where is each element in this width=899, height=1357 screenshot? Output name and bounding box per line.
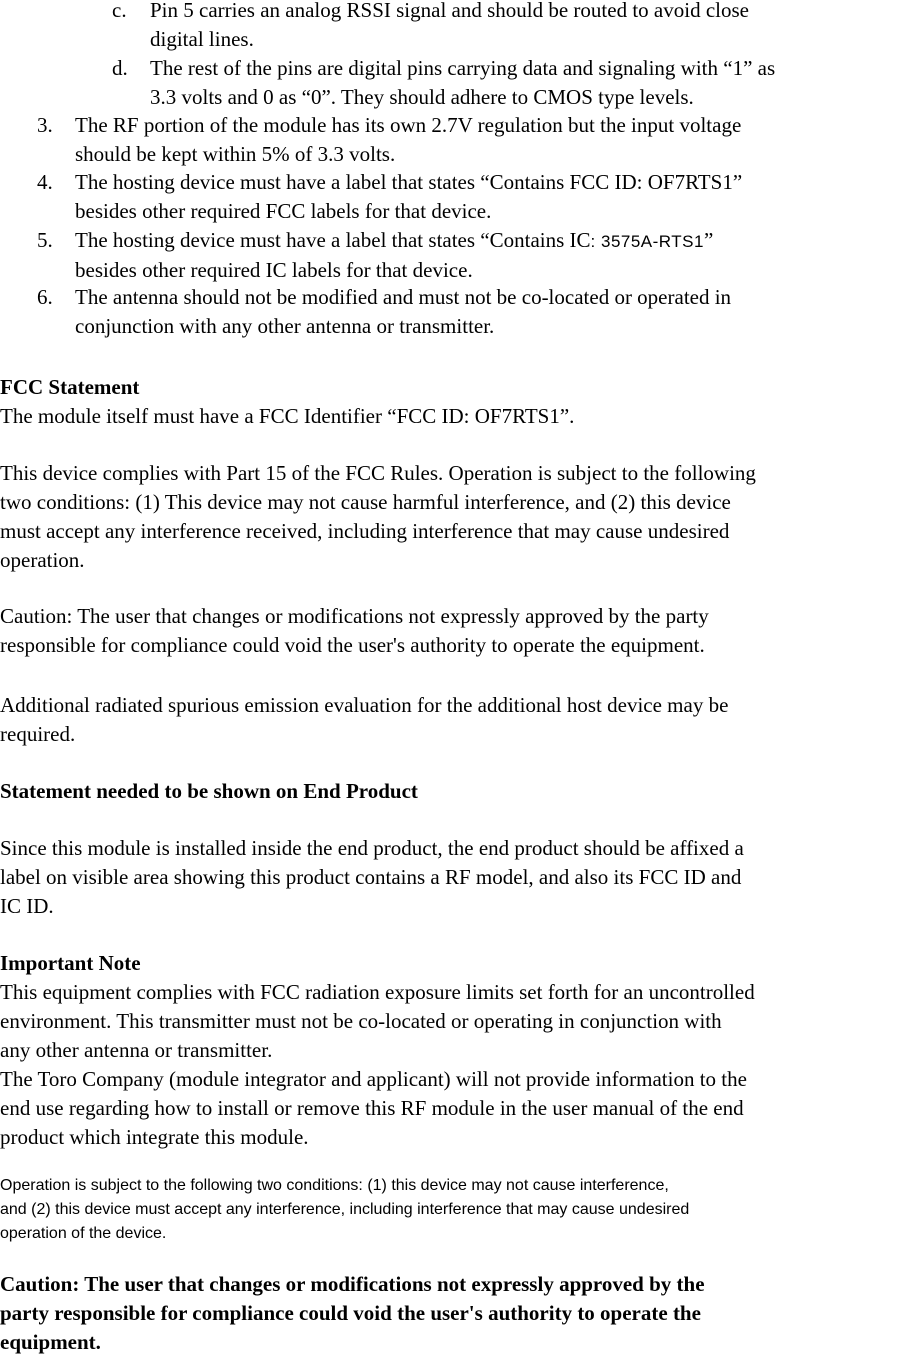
paragraph-line: This equipment complies with FCC radiation exposure limits set forth for an uncontrolled: [0, 980, 755, 1004]
list-marker: c.: [112, 0, 127, 22]
list-item-line: digital lines.: [150, 27, 254, 51]
paragraph-line: Caution: The user that changes or modifications not expressly approved by the party: [0, 604, 709, 628]
ic-code: : 3575A-RTS1: [590, 232, 704, 251]
list-item-4: [37, 168, 892, 226]
operation-note: [0, 1174, 689, 1246]
list-item-line: [75, 226, 713, 256]
paragraph-line: environment. This transmitter must not be co-located or operating in conjunction with: [0, 1009, 722, 1033]
list-item-line: The rest of the pins are digital pins carrying data and signaling with “1” as: [150, 56, 776, 80]
list-marker: d.: [112, 56, 128, 80]
paragraph-line: responsible for compliance could void the user's authority to operate the equipment.: [0, 633, 705, 657]
paragraph-line: end use regarding how to install or remove this RF module in the user manual of the end: [0, 1096, 744, 1120]
end-product-section: [0, 777, 418, 806]
paragraph-line: Operation is subject to the following two conditions: (1) this device may not cause interference,: [0, 1177, 669, 1194]
section-heading: Important Note: [0, 951, 141, 975]
list-item-6: [37, 283, 892, 341]
paragraph-line: product which integrate this module.: [0, 1125, 309, 1149]
list-item-line: The RF portion of the module has its own 2.7V regulation but the input voltage: [75, 113, 742, 137]
additional-paragraph: [0, 691, 728, 749]
paragraph-line: any other antenna or transmitter.: [0, 1038, 273, 1062]
paragraph-line: The Toro Company (module integrator and applicant) will not provide information to the: [0, 1067, 747, 1091]
list-item-3: [37, 111, 892, 169]
list-item-line: should be kept within 5% of 3.3 volts.: [75, 142, 396, 166]
part15-paragraph: [0, 459, 756, 575]
end-product-paragraph: [0, 834, 744, 921]
paragraph-line: operation of the device.: [0, 1225, 167, 1242]
fcc-statement-section: [0, 373, 574, 431]
section-heading: Statement needed to be shown on End Product: [0, 779, 418, 803]
list-item-line: Pin 5 carries an analog RSSI signal and should be routed to avoid close: [150, 0, 749, 22]
important-note-section: [0, 949, 755, 1152]
list-item-c: [112, 0, 892, 54]
paragraph-line: The module itself must have a FCC Identifier “FCC ID: OF7RTS1”.: [0, 404, 575, 428]
list-item-line: besides other required FCC labels for that device.: [75, 199, 492, 223]
list-item-line: The hosting device must have a label that states “Contains FCC ID: OF7RTS1”: [75, 170, 743, 194]
list-item-line: conjunction with any other antenna or transmitter.: [75, 314, 495, 338]
paragraph-line: required.: [0, 722, 76, 746]
paragraph-line: party responsible for compliance could void the user's authority to operate the: [0, 1301, 701, 1325]
paragraph-line: Since this module is installed inside the end product, the end product should be affixed a: [0, 836, 744, 860]
paragraph-line: IC ID.: [0, 894, 54, 918]
paragraph-line: label on visible area showing this product contains a RF model, and also its FCC ID and: [0, 865, 742, 889]
paragraph-line: Additional radiated spurious emission evaluation for the additional host device may be: [0, 693, 729, 717]
paragraph-line: two conditions: (1) This device may not cause harmful interference, and (2) this device: [0, 490, 731, 514]
list-item-d: [112, 54, 892, 112]
paragraph-line: equipment.: [0, 1330, 101, 1354]
list-marker: 4.: [37, 170, 53, 194]
caution-paragraph: [0, 602, 709, 660]
list-marker: 3.: [37, 113, 53, 137]
list-item-line: 3.3 volts and 0 as “0”. They should adhere to CMOS type levels.: [150, 85, 694, 109]
paragraph-line: operation.: [0, 548, 85, 572]
paragraph-line: and (2) this device must accept any interference, including interference that may cause undesired: [0, 1201, 690, 1218]
section-heading: FCC Statement: [0, 375, 140, 399]
list-item-line: besides other required IC labels for that device.: [75, 258, 473, 282]
list-item-text: The hosting device must have a label that states “Contains IC: [75, 228, 591, 252]
list-marker: 6.: [37, 285, 53, 309]
list-item-text: ”: [703, 228, 714, 252]
list-marker: 5.: [37, 228, 53, 252]
paragraph-line: Caution: The user that changes or modifications not expressly approved by the: [0, 1272, 705, 1296]
list-item-line: The antenna should not be modified and must not be co-located or operated in: [75, 285, 732, 309]
caution-bold-paragraph: [0, 1270, 705, 1357]
paragraph-line: must accept any interference received, including interference that may cause undesired: [0, 519, 730, 543]
paragraph-line: This device complies with Part 15 of the FCC Rules. Operation is subject to the following: [0, 461, 756, 485]
list-item-5: [37, 226, 892, 284]
